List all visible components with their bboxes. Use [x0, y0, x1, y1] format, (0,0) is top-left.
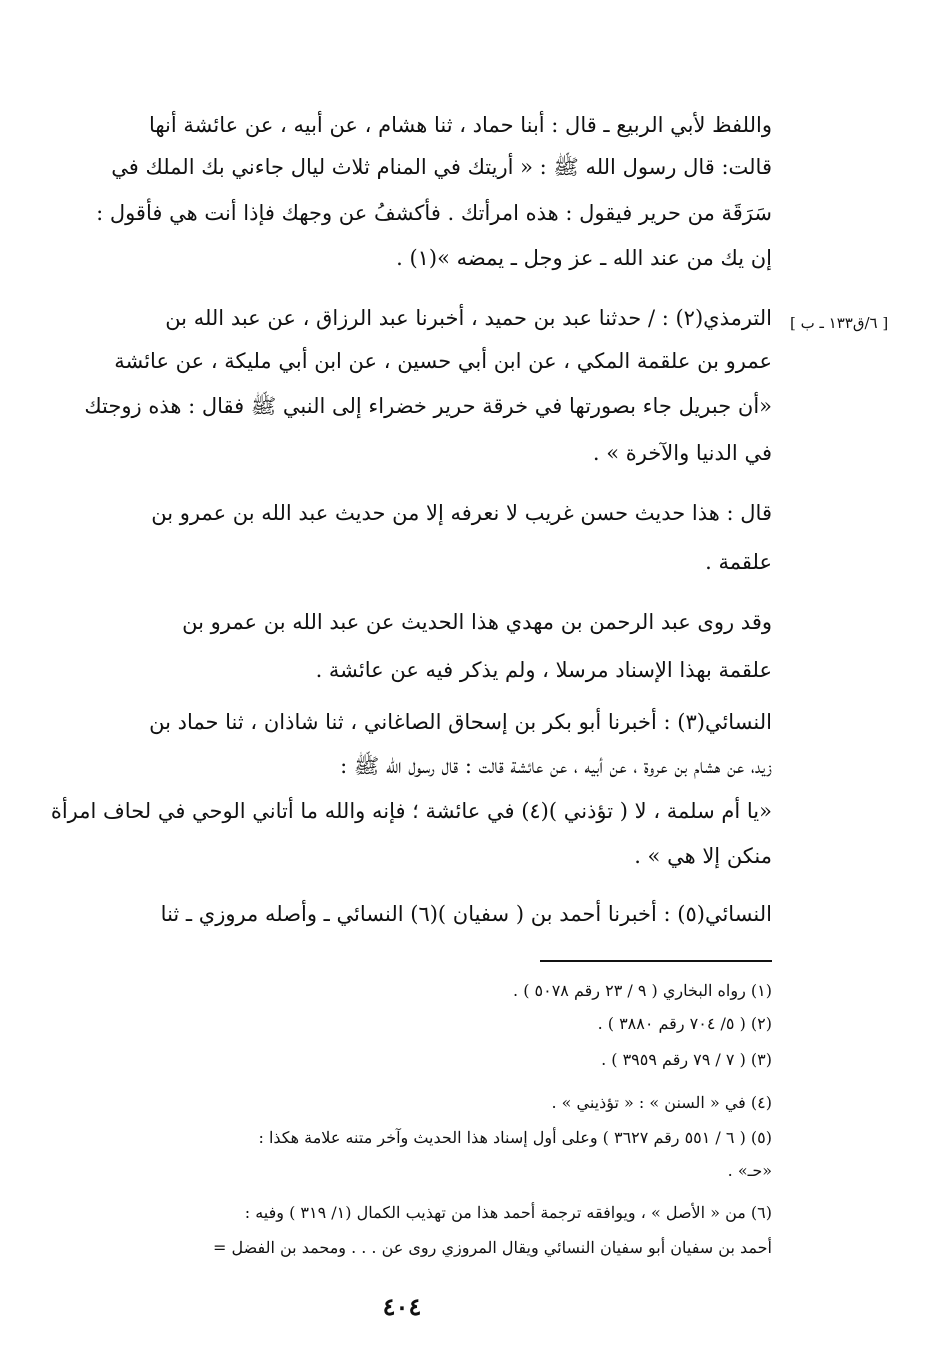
footnote-continuation: «حـ» . [727, 1161, 772, 1180]
text-line: قالت: قال رسول الله ﷺ : « أريتك في المنام ثلاث ليال جاءني بك الملك في [111, 155, 772, 179]
text-line: النسائي(٣) : أخبرنا أبو بكر بن إسحاق الصاغاني ، ثنا شاذان ، ثنا حماد بن [149, 710, 772, 734]
footnote: (٢) ( ٥/ ٧٠٤ رقم ٣٨٨٠ ) . [597, 1014, 772, 1033]
manuscript-folio-note: [ ٦/ق١٣٣ ـ ب ] [790, 314, 889, 332]
footnote: (٣) ( ٧ / ٧٩ رقم ٣٩٥٩ ) . [601, 1050, 772, 1069]
text-line: منكن إلا هي » . [634, 844, 772, 868]
text-line: في الدنيا والآخرة » . [592, 441, 772, 465]
text-line: «أن جبريل جاء بصورتها في خرقة حرير خضراء إلى النبي ﷺ فقال : هذه زوجتك [84, 394, 772, 418]
footnote: (١) رواه البخاري ( ٩ / ٢٣ رقم ٥٠٧٨ ) . [513, 981, 772, 1000]
text-line: قال : هذا حديث حسن غريب لا نعرفه إلا من حديث عبد الله بن عمرو بن [151, 501, 772, 525]
text-line: سَرَقَة من حرير فيقول : هذه امرأتك . فأكشفُ عن وجهك فإذا أنت هي فأقول : [96, 201, 772, 225]
text-line: «يا أم سلمة ، لا ( تؤذني )(٤) في عائشة ؛ فإنه والله ما أتاني الوحي في لحاف امرأة [50, 799, 772, 823]
text-line: واللفظ لأبي الربيع ـ قال : أبنا حماد ، ثنا هشام ، عن أبيه ، عن عائشة أنها [148, 113, 772, 137]
footnote-continuation: أحمد بن سفيان أبو سفيان النسائي ويقال المروزي روى عن . . . ومحمد بن الفضل = [213, 1238, 772, 1257]
text-line: علقمة . [705, 550, 772, 574]
text-line: زيد، عن هشام بن عروة ، عن أبيه ، عن عائشة قالت : قال رسول الله ﷺ : [340, 754, 772, 778]
text-line: علقمة بهذا الإسناد مرسلا ، ولم يذكر فيه عن عائشة . [315, 658, 772, 682]
text-line: الترمذي(٢) : / حدثنا عبد بن حميد ، أخبرنا عبد الرزاق ، عن عبد الله بن [165, 306, 772, 330]
footnote-divider [540, 960, 772, 962]
text-line: إن يك من عند الله ـ عز وجل ـ يمضه »(١) . [396, 246, 772, 270]
text-line: عمرو بن علقمة المكي ، عن ابن أبي حسين ، عن ابن أبي مليكة ، عن عائشة [114, 349, 772, 373]
text-line: النسائي(٥) : أخبرنا أحمد بن ( سفيان )(٦) النسائي ـ وأصله مروزي ـ ثنا [160, 902, 772, 926]
footnote: (٦) من « الأصل » ، ويوافقه ترجمة أحمد هذا من تهذيب الكمال (١/ ٣١٩ ) وفيه : [244, 1203, 772, 1222]
text-line: وقد روى عبد الرحمن بن مهدي هذا الحديث عن عبد الله بن عمرو بن [182, 610, 772, 634]
page-number: ٤٠٤ [382, 1292, 422, 1321]
footnote: (٥) ( ٦ / ٥٥١ رقم ٣٦٢٧ ) وعلى أول إسناد هذا الحديث وآخر متنه علامة هكذا : [258, 1128, 772, 1147]
footnote: (٤) في « السنن » : « تؤذيني » . [551, 1093, 772, 1112]
